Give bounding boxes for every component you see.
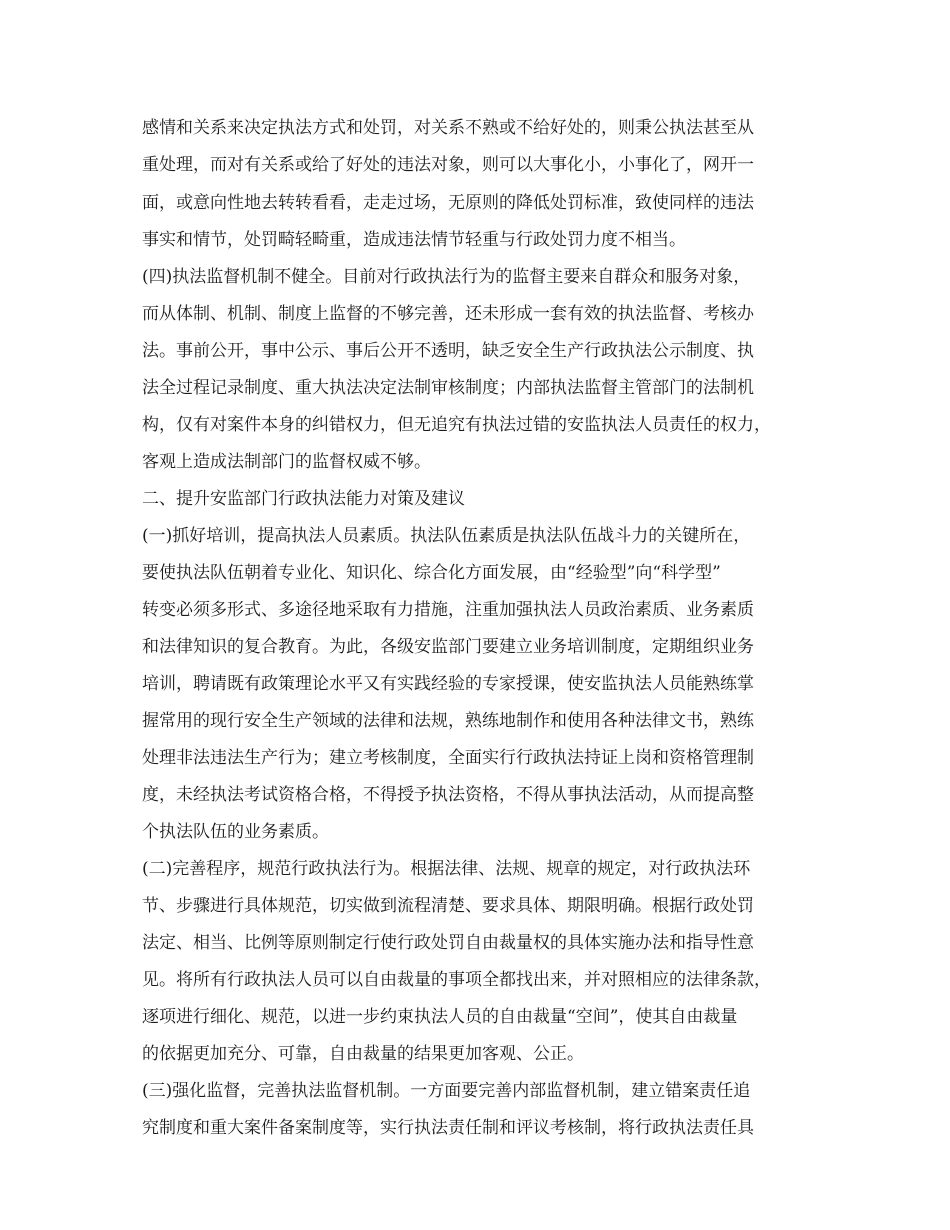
text-line: 究制度和重大案件备案制度等，实行执法责任制和评议考核制，将行政执法责任具 xyxy=(142,1118,754,1138)
text-line: 而从体制、机制、制度上监督的不够完善，还未形成一套有效的执法监督、考核办 xyxy=(142,304,754,324)
section-heading: 二、提升安监部门行政执法能力对策及建议 xyxy=(142,489,465,509)
text-line: 逐项进行细化、规范，以进一步约束执法人员的自由裁量“空间”，使其自由裁量 xyxy=(142,1007,738,1027)
text-line: 法。事前公开，事中公示、事后公开不透明，缺乏安全生产行政执法公示制度、执 xyxy=(142,341,754,361)
text-line: 法定、相当、比例等原则制定行使行政处罚自由裁量权的具体实施办法和指导性意 xyxy=(142,933,754,953)
text-line: 和法律知识的复合教育。为此，各级安监部门要建立业务培训制度，定期组织业务 xyxy=(142,637,754,657)
text-line: 面，或意向性地去转转看看，走走过场，无原则的降低处罚标准，致使同样的违法 xyxy=(142,193,754,213)
text-line: 培训，聘请既有政策理论水平又有实践经验的专家授课，使安监执法人员能熟练掌 xyxy=(142,674,754,694)
text-line: 要使执法队伍朝着专业化、知识化、综合化方面发展，由“经验型”向“科学型” xyxy=(142,563,721,583)
text-line: 节、步骤进行具体规范，切实做到流程清楚、要求具体、期限明确。根据行政处罚 xyxy=(142,896,754,916)
text-line: 个执法队伍的业务素质。 xyxy=(142,822,329,842)
text-line: 处理非法违法生产行为；建立考核制度，全面实行行政执法持证上岗和资格管理制 xyxy=(142,748,754,768)
text-line: 的依据更加充分、可靠，自由裁量的结果更加客观、公正。 xyxy=(142,1044,584,1064)
text-line: 构，仅有对案件本身的纠错权力，但无追究有执法过错的安监执法人员责任的权力， xyxy=(142,415,771,435)
text-line: 感情和关系来决定执法方式和处罚，对关系不熟或不给好处的，则秉公执法甚至从 xyxy=(142,118,754,138)
text-line: (二)完善程序，规范行政执法行为。根据法律、法规、规章的规定，对行政执法环 xyxy=(142,859,751,879)
text-line: (四)执法监督机制不健全。目前对行政执法行为的监督主要来自群众和服务对象， xyxy=(142,267,751,287)
text-line: 见。将所有行政执法人员可以自由裁量的事项全都找出来，并对照相应的法律条款， xyxy=(142,970,771,990)
text-line: (三)强化监督，完善执法监督机制。一方面要完善内部监督机制，建立错案责任追 xyxy=(142,1081,751,1101)
text-line: 客观上造成法制部门的监督权威不够。 xyxy=(142,452,431,472)
text-line: 握常用的现行安全生产领域的法律和法规，熟练地制作和使用各种法律文书，熟练 xyxy=(142,711,754,731)
text-line: 度，未经执法考试资格合格，不得授予执法资格，不得从事执法活动，从而提高整 xyxy=(142,785,754,805)
text-line: 转变必须多形式、多途径地采取有力措施，注重加强执法人员政治素质、业务素质 xyxy=(142,600,754,620)
text-line: (一)抓好培训，提高执法人员素质。执法队伍素质是执法队伍战斗力的关键所在， xyxy=(142,526,751,546)
text-line: 法全过程记录制度、重大执法决定法制审核制度；内部执法监督主管部门的法制机 xyxy=(142,378,754,398)
text-line: 事实和情节，处罚畸轻畸重，造成违法情节轻重与行政处罚力度不相当。 xyxy=(142,230,686,250)
text-line: 重处理，而对有关系或给了好处的违法对象，则可以大事化小，小事化了，网开一 xyxy=(142,155,754,175)
